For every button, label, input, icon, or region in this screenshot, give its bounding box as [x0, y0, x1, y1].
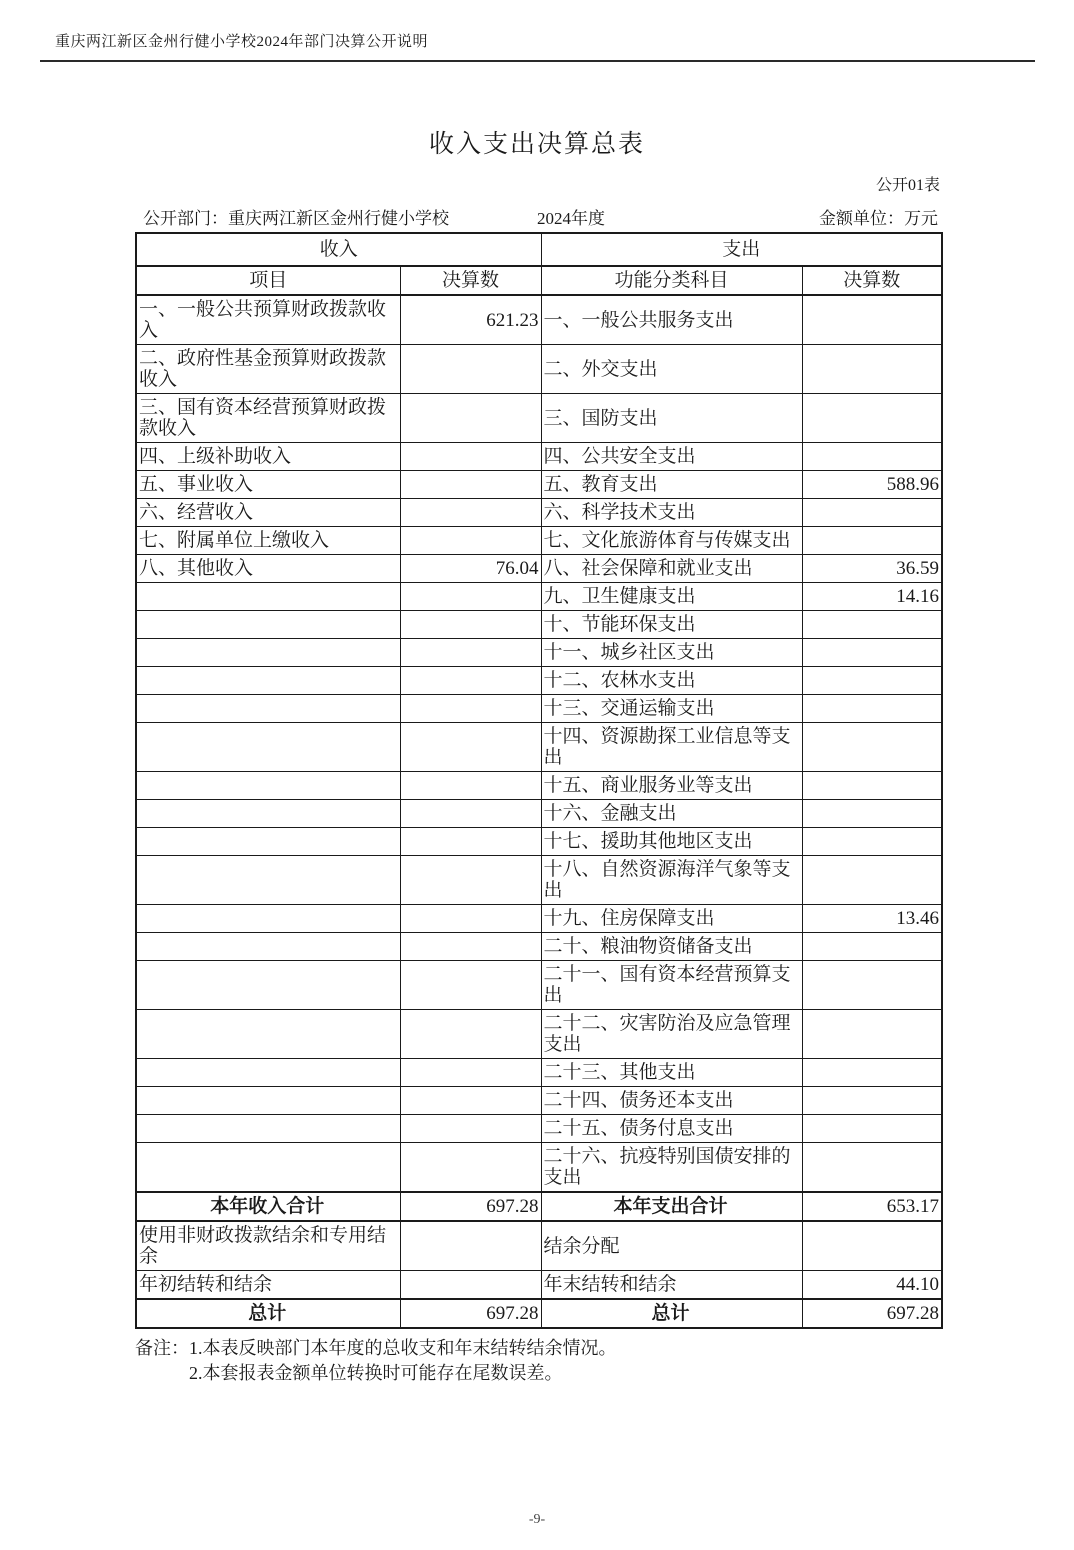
meta-row	[143, 204, 938, 226]
income-item-cell	[136, 1115, 400, 1143]
income-section-header: 收入	[136, 233, 541, 266]
table-row	[136, 443, 942, 471]
income-value-cell	[400, 639, 541, 667]
expense-item-cell: 总计	[541, 1299, 802, 1328]
income-item-cell: 一、一般公共预算财政拨款收入	[136, 295, 400, 345]
income-value-cell	[400, 1271, 541, 1300]
table-row	[136, 905, 942, 933]
expense-item-cell: 三、国防支出	[541, 394, 802, 443]
expense-value-cell	[802, 611, 942, 639]
expense-value-cell	[802, 772, 942, 800]
table-row	[136, 695, 942, 723]
table-row	[136, 583, 942, 611]
note-line-2: 2.本套报表金额单位转换时可能存在尾数误差。	[189, 1363, 563, 1383]
income-item-cell: 本年收入合计	[136, 1192, 400, 1221]
expense-item-cell: 七、文化旅游体育与传媒支出	[541, 527, 802, 555]
income-item-cell	[136, 1059, 400, 1087]
expense-item-cell: 十、节能环保支出	[541, 611, 802, 639]
income-value-cell	[400, 856, 541, 905]
expense-value-cell	[802, 800, 942, 828]
expense-item-cell: 二十三、其他支出	[541, 1059, 802, 1087]
expense-value-cell	[802, 961, 942, 1010]
income-value-cell	[400, 443, 541, 471]
note-line-1: 备注：1.本表反映部门本年度的总收支和年末结转结余情况。	[135, 1338, 617, 1358]
table-row	[136, 828, 942, 856]
expense-value-cell	[802, 1087, 942, 1115]
income-item-cell	[136, 1143, 400, 1193]
table-row	[136, 611, 942, 639]
expense-item-cell: 八、社会保障和就业支出	[541, 555, 802, 583]
income-value-cell	[400, 611, 541, 639]
col-header-expense-item: 功能分类科目	[541, 266, 802, 295]
income-value-cell	[400, 933, 541, 961]
expense-value-cell: 13.46	[802, 905, 942, 933]
income-item-cell: 八、其他收入	[136, 555, 400, 583]
income-item-cell	[136, 828, 400, 856]
total-row	[136, 1192, 942, 1221]
income-item-cell	[136, 1087, 400, 1115]
expense-item-cell: 十八、自然资源海洋气象等支出	[541, 856, 802, 905]
income-value-cell	[400, 1143, 541, 1193]
expense-value-cell	[802, 1010, 942, 1059]
expense-value-cell	[802, 345, 942, 394]
expense-item-cell: 本年支出合计	[541, 1192, 802, 1221]
income-value-cell	[400, 667, 541, 695]
expense-value-cell	[802, 394, 942, 443]
income-value-cell	[400, 499, 541, 527]
expense-value-cell	[802, 933, 942, 961]
income-value-cell: 76.04	[400, 555, 541, 583]
income-value-cell	[400, 1059, 541, 1087]
table-row	[136, 933, 942, 961]
table-body	[136, 295, 942, 1328]
expense-value-cell	[802, 639, 942, 667]
table-row	[136, 1143, 942, 1193]
table-row	[136, 1271, 942, 1300]
expense-value-cell	[802, 723, 942, 772]
expense-item-cell: 结余分配	[541, 1221, 802, 1271]
table-row	[136, 1087, 942, 1115]
expense-value-cell: 44.10	[802, 1271, 942, 1300]
income-value-cell: 621.23	[400, 295, 541, 345]
expense-value-cell	[802, 1221, 942, 1271]
income-item-cell	[136, 905, 400, 933]
expense-value-cell	[802, 695, 942, 723]
expense-item-cell: 十四、资源勘探工业信息等支出	[541, 723, 802, 772]
expense-item-cell: 十六、金融支出	[541, 800, 802, 828]
table-row	[136, 856, 942, 905]
expense-value-cell	[802, 856, 942, 905]
expense-value-cell: 36.59	[802, 555, 942, 583]
expense-value-cell: 588.96	[802, 471, 942, 499]
income-item-cell	[136, 667, 400, 695]
table-row	[136, 1115, 942, 1143]
expense-value-cell: 14.16	[802, 583, 942, 611]
header-divider	[40, 60, 1035, 62]
table-row	[136, 667, 942, 695]
table-row	[136, 772, 942, 800]
column-header-row	[136, 266, 942, 295]
table-row	[136, 499, 942, 527]
income-item-cell: 总计	[136, 1299, 400, 1328]
income-item-cell	[136, 611, 400, 639]
expense-item-cell: 四、公共安全支出	[541, 443, 802, 471]
page-number: -9-	[528, 1512, 546, 1527]
col-header-income-value: 决算数	[400, 266, 541, 295]
total-row	[136, 1299, 942, 1328]
income-item-cell: 六、经营收入	[136, 499, 400, 527]
expense-value-cell	[802, 1059, 942, 1087]
income-item-cell	[136, 933, 400, 961]
expense-value-cell	[802, 1115, 942, 1143]
document-page	[0, 30, 1074, 1550]
table-row	[136, 295, 942, 345]
expense-item-cell: 十七、援助其他地区支出	[541, 828, 802, 856]
meta-unit: 金额单位：万元	[819, 209, 938, 228]
expense-item-cell: 十五、商业服务业等支出	[541, 772, 802, 800]
expense-item-cell: 二、外交支出	[541, 345, 802, 394]
income-value-cell	[400, 695, 541, 723]
income-value-cell	[400, 583, 541, 611]
expense-item-cell: 十二、农林水支出	[541, 667, 802, 695]
expense-item-cell: 十三、交通运输支出	[541, 695, 802, 723]
expense-value-cell	[802, 295, 942, 345]
expense-value-cell	[802, 527, 942, 555]
income-value-cell	[400, 345, 541, 394]
income-item-cell: 七、附属单位上缴收入	[136, 527, 400, 555]
income-value-cell	[400, 828, 541, 856]
expense-item-cell: 九、卫生健康支出	[541, 583, 802, 611]
income-item-cell: 三、国有资本经营预算财政拨款收入	[136, 394, 400, 443]
table-row	[136, 723, 942, 772]
income-value-cell	[400, 772, 541, 800]
income-value-cell	[400, 1115, 541, 1143]
table-row	[136, 471, 942, 499]
table-row	[136, 1059, 942, 1087]
table-label: 公开01表	[875, 177, 940, 194]
section-header-row	[136, 233, 942, 266]
income-item-cell	[136, 800, 400, 828]
expense-value-cell	[802, 499, 942, 527]
income-value-cell	[400, 1087, 541, 1115]
income-item-cell	[136, 856, 400, 905]
income-value-cell	[400, 527, 541, 555]
expense-item-cell: 二十四、债务还本支出	[541, 1087, 802, 1115]
income-item-cell	[136, 583, 400, 611]
income-value-cell	[400, 471, 541, 499]
expense-item-cell: 二十二、灾害防治及应急管理支出	[541, 1010, 802, 1059]
expense-value-cell	[802, 667, 942, 695]
expense-value-cell: 653.17	[802, 1192, 942, 1221]
income-value-cell	[400, 905, 541, 933]
income-item-cell: 二、政府性基金预算财政拨款收入	[136, 345, 400, 394]
expense-value-cell	[802, 443, 942, 471]
table-row	[136, 961, 942, 1010]
income-value-cell	[400, 961, 541, 1010]
income-value-cell	[400, 394, 541, 443]
expenditure-section-header: 支出	[541, 233, 942, 266]
expense-item-cell: 年末结转和结余	[541, 1271, 802, 1300]
table-row	[136, 800, 942, 828]
expense-item-cell: 二十六、抗疫特别国债安排的支出	[541, 1143, 802, 1193]
expense-item-cell: 十九、住房保障支出	[541, 905, 802, 933]
income-value-cell: 697.28	[400, 1192, 541, 1221]
table-row	[136, 639, 942, 667]
expense-item-cell: 二十五、债务付息支出	[541, 1115, 802, 1143]
doc-header-title: 重庆两江新区金州行健小学校2024年部门决算公开说明	[55, 34, 429, 50]
table-row	[136, 1010, 942, 1059]
income-item-cell	[136, 961, 400, 1010]
income-item-cell: 五、事业收入	[136, 471, 400, 499]
expense-item-cell: 十一、城乡社区支出	[541, 639, 802, 667]
expense-item-cell: 二十一、国有资本经营预算支出	[541, 961, 802, 1010]
table-row	[136, 527, 942, 555]
expense-item-cell: 二十、粮油物资储备支出	[541, 933, 802, 961]
page-title: 收入支出决算总表	[428, 131, 645, 158]
income-item-cell: 四、上级补助收入	[136, 443, 400, 471]
income-item-cell	[136, 695, 400, 723]
expense-item-cell: 一、一般公共服务支出	[541, 295, 802, 345]
expense-value-cell	[802, 828, 942, 856]
income-item-cell	[136, 639, 400, 667]
income-value-cell	[400, 800, 541, 828]
income-item-cell: 年初结转和结余	[136, 1271, 400, 1300]
meta-department: 公开部门：重庆两江新区金州行健小学校	[143, 209, 449, 228]
income-item-cell	[136, 772, 400, 800]
table-row	[136, 555, 942, 583]
expense-item-cell: 五、教育支出	[541, 471, 802, 499]
income-value-cell	[400, 1221, 541, 1271]
table-row	[136, 1221, 942, 1271]
income-value-cell	[400, 1010, 541, 1059]
income-value-cell	[400, 723, 541, 772]
table-row	[136, 345, 942, 394]
table-row	[136, 394, 942, 443]
notes-block	[135, 1336, 1074, 1386]
budget-summary-table	[135, 232, 943, 1329]
expense-item-cell: 六、科学技术支出	[541, 499, 802, 527]
col-header-expense-value: 决算数	[802, 266, 942, 295]
col-header-income-item: 项目	[136, 266, 400, 295]
income-item-cell: 使用非财政拨款结余和专用结余	[136, 1221, 400, 1271]
income-value-cell: 697.28	[400, 1299, 541, 1328]
income-item-cell	[136, 1010, 400, 1059]
meta-year: 2024年度	[537, 209, 605, 228]
income-item-cell	[136, 723, 400, 772]
expense-value-cell	[802, 1143, 942, 1193]
expense-value-cell: 697.28	[802, 1299, 942, 1328]
